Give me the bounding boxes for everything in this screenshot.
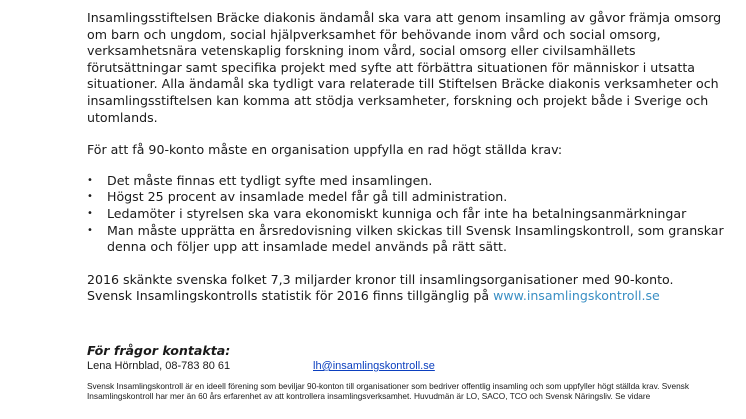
contact-heading: För frågor kontakta:	[87, 342, 231, 358]
contact-email-link[interactable]: lh@insamlingskontroll.se	[313, 359, 435, 372]
statistics-paragraph	[87, 272, 727, 305]
contact-row	[87, 359, 727, 373]
list-item: • Högst 25 procent av insamlade medel får gå till administration.	[87, 189, 727, 206]
list-item: • Ledamöter i styrelsen ska vara ekonomiskt kunniga och får inte ha betalningsanmärkningar	[87, 206, 727, 223]
statistics-line-2: Svensk Insamlingskontrolls statistik för 2016 finns tillgänglig på	[87, 288, 490, 304]
list-item: • Det måste finnas ett tydligt syfte med insamlingen.	[87, 173, 727, 190]
contact-name-phone: Lena Hörnblad, 08-783 80 61	[87, 359, 231, 372]
requirements-lead: För att få 90-konto måste en organisation uppfylla en rad högt ställda krav:	[87, 142, 563, 158]
intro-paragraph: Insamlingsstiftelsen Bräcke diakonis ändamål ska vara att genom insamling av gåvor främja omsorg om barn och ungdom, social hjälpverksamhet för behövande inom vård och social omsorg, verksamhetsnära vetenskaplig forskning inom vård, social omsorg eller civilsamhällets förutsättningar samt specifika projekt med syfte att förbättra situationen för människor i utsatta situationer. Alla ändamål ska tydligt vara relaterade till Stiftelsen Bräcke diakonis verksamheter och insamlingsstiftelsen kan komma att stödja verksamheter, forskning och projekt både i Sverige och utomlands.	[87, 10, 722, 125]
insamlingskontroll-link[interactable]: www.insamlingskontroll.se	[493, 288, 660, 304]
statistics-line-1: 2016 skänkte svenska folket 7,3 miljarder kronor till insamlingsorganisationer med 90-konto.	[87, 271, 674, 287]
list-item: • Man måste upprätta en årsredovisning vilken skickas till Svensk Insamlingskontroll, som granskar denna och följer upp att insamlade medel används på rätt sätt.	[87, 223, 727, 256]
footer-text: Svensk Insamlingskontroll är en ideell förening som beviljar 90-konton till organisationer som bedriver offentlig insamling och som uppfyller högt ställda krav. Svensk Insamlingskontroll har mer än 60 års erfarenhet av att kontrollera insamlingsverksamhet. Huvudmän är LO, SACO, TCO och Svensk Näringsliv. Se vidare	[87, 380, 689, 401]
requirements-list	[87, 173, 727, 256]
document-page	[87, 0, 727, 401]
